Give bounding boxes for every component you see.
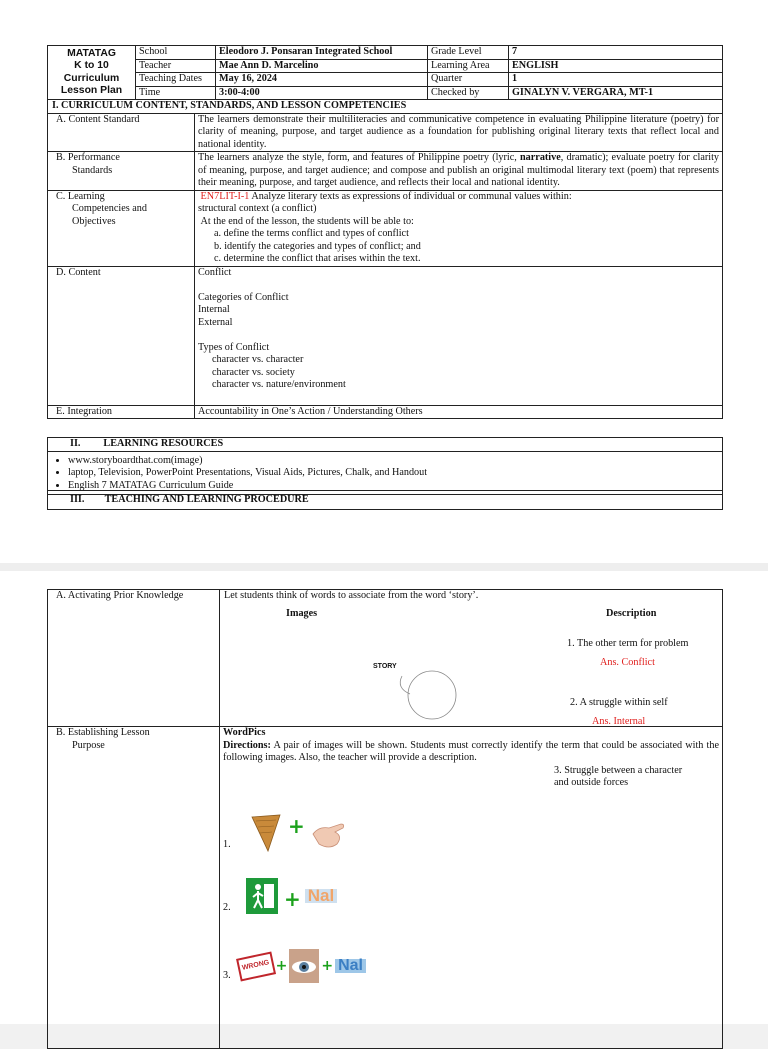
section-3-title: III. TEACHING AND LEARNING PROCEDURE [48,491,723,510]
activating-label: A. Activating Prior Knowledge [48,590,220,727]
objective-b: b. identify the categories and types of conflict; and [214,240,421,252]
plus-sign: + [321,957,334,974]
type-1: character vs. character [212,354,304,365]
competency-text1: Analyze literary texts as expressions of individual or communal values within: [249,190,572,202]
integration-text: Accountability in One’s Action / Understanding Others [195,405,723,419]
objective-c: c. determine the conflict that arises within the text. [214,253,421,264]
section-2-title: II. LEARNING RESOURCES [48,438,723,452]
performance-text-bold: narrative [520,152,561,163]
resource-item: • laptop, Television, PowerPoint Presentations, Visual Aids, Pictures, Chalk, and Handout [68,467,719,480]
performance-label-line2: Standards [72,164,113,176]
performance-standards-label [48,152,195,191]
grade-level-value: 7 [509,46,723,60]
lesson-plan-label: Lesson Plan [60,85,123,96]
resource-item: • English 7 MATATAG Curriculum Guide [68,480,719,493]
establishing-label [48,727,220,1049]
procedure-table [47,490,723,510]
nal-word-image: Nal [305,889,337,904]
competency-code: EN7LIT-I-1 [200,190,250,202]
type-2: character vs. society [212,366,295,378]
establishing-label-line2: Purpose [72,739,105,751]
matatag-title [48,46,136,100]
header-table [47,45,723,100]
answer-2: Ans. Internal [592,716,646,727]
nal-word-image: Nal [335,959,366,974]
item-1-number: 1. [223,839,231,850]
k10-label: K to 10 [74,60,109,71]
question-1: 1. The other term for problem [567,638,689,649]
page-gap [0,563,768,571]
curriculum-label: Curriculum [63,72,120,84]
content-standard-label: A. Content Standard [48,113,195,152]
plus-sign: + [275,957,288,974]
establishing-cell [220,727,723,1049]
matatag-label: MATATAG [67,47,116,59]
description-header: Description [606,608,657,619]
learning-area-value: ENGLISH [509,59,723,73]
competencies-label [48,190,195,266]
content-text [195,266,723,405]
procedure-detail-table [47,589,723,1049]
story-word: STORY [373,663,397,670]
establishing-label-line1: B. Establishing Lesson [56,727,150,738]
exit-sign-icon [246,878,278,914]
lesson-plan-page-2 [0,571,768,1024]
wordpic-2 [246,878,337,914]
teaching-dates-value: May 16, 2024 [216,73,428,87]
quarter-label: Quarter [428,73,509,87]
integration-label: E. Integration [48,405,195,419]
teacher-label: Teacher [136,59,216,73]
type-3: character vs. nature/environment [212,379,346,390]
grade-level-label: Grade Level [428,46,509,60]
wordpic-1 [248,813,347,853]
activating-cell [220,590,723,727]
performance-standards-text [195,152,723,191]
wrong-stamp-image: WRONG [236,951,276,980]
resources-list-cell [48,451,723,495]
curriculum-table [47,99,723,419]
wordpic-3 [238,949,366,983]
school-value: Eleodoro J. Ponsaran Integrated School [216,46,428,60]
eye-icon [289,949,319,983]
category-internal: Internal [198,304,230,315]
performance-text-b: , dramatic); evaluate poetry for clarity of meaning, purpose, and target audience; and compose and publish an original multimodal literary text (poem) that represents their meaning, purpose, and target audience, and reflects their local and national identity. [198,152,719,188]
time-value: 3:00-4:00 [216,86,428,100]
activating-instruction: Let students think of words to associate from the word ‘story’. [224,590,479,601]
learning-area-label: Learning Area [428,59,509,73]
objectives-intro: At the end of the lesson, the students will be able to: [200,215,414,227]
wordpics-title: WordPics [223,727,266,738]
directions-label: Directions: [223,739,271,751]
answer-1: Ans. Conflict [600,657,655,668]
item-3-number: 3. [223,970,231,981]
content-label: D. Content [48,266,195,405]
section-1-title: I. CURRICULUM CONTENT, STANDARDS, AND LESSON COMPETENCIES [48,100,723,114]
question-2: 2. A struggle within self [570,697,668,708]
competencies-label-line3: Objectives [72,215,116,227]
resource-item: • www.storyboardthat.com(image) [68,455,719,468]
images-header: Images [286,608,318,619]
objective-a: a. define the terms conflict and types of conflict [214,228,409,239]
cone-icon [248,813,284,853]
content-standard-text: The learners demonstrate their multiliteracies and communicative competence in evaluating Philippine literature (poetry) for clarity of meaning, purpose, and target audience as a foundation for publishing original literary texts that reflect local and national identity. [195,113,723,152]
time-label: Time [136,86,216,100]
types-title: Types of Conflict [198,341,270,353]
directions-text: A pair of images will be shown. Students must correctly identify the term that could be associated with the following images. Also, the teacher will provide a description. [223,739,719,763]
plus-sign: + [284,886,301,911]
question-3-line2: and outside forces [554,777,629,788]
performance-label-line1: B. Performance [56,152,120,163]
checked-by-label: Checked by [428,86,509,100]
plus-sign: + [288,813,305,838]
performance-text-a: The learners analyze the style, form, and features of Philippine poetry (lyric, [198,152,521,163]
competencies-label-line2: Competencies and [72,203,147,214]
category-external: External [198,316,233,328]
resources-table [47,437,723,495]
categories-title: Categories of Conflict [198,291,289,303]
competencies-label-line1: C. Learning [56,190,105,202]
pointing-hand-icon [311,816,347,850]
competency-text2: structural context (a conflict) [198,203,317,214]
quarter-value: 1 [509,73,723,87]
content-title: Conflict [198,266,232,278]
item-2-number: 2. [223,902,231,913]
school-label: School [136,46,216,60]
question-3-line1: 3. Struggle between a character [554,765,683,776]
resources-list [51,452,719,495]
checked-by-value: GINALYN V. VERGARA, MT-1 [509,86,723,100]
competencies-text [195,190,723,266]
teacher-value: Mae Ann D. Marcelino [216,59,428,73]
teaching-dates-label: Teaching Dates [136,73,216,87]
